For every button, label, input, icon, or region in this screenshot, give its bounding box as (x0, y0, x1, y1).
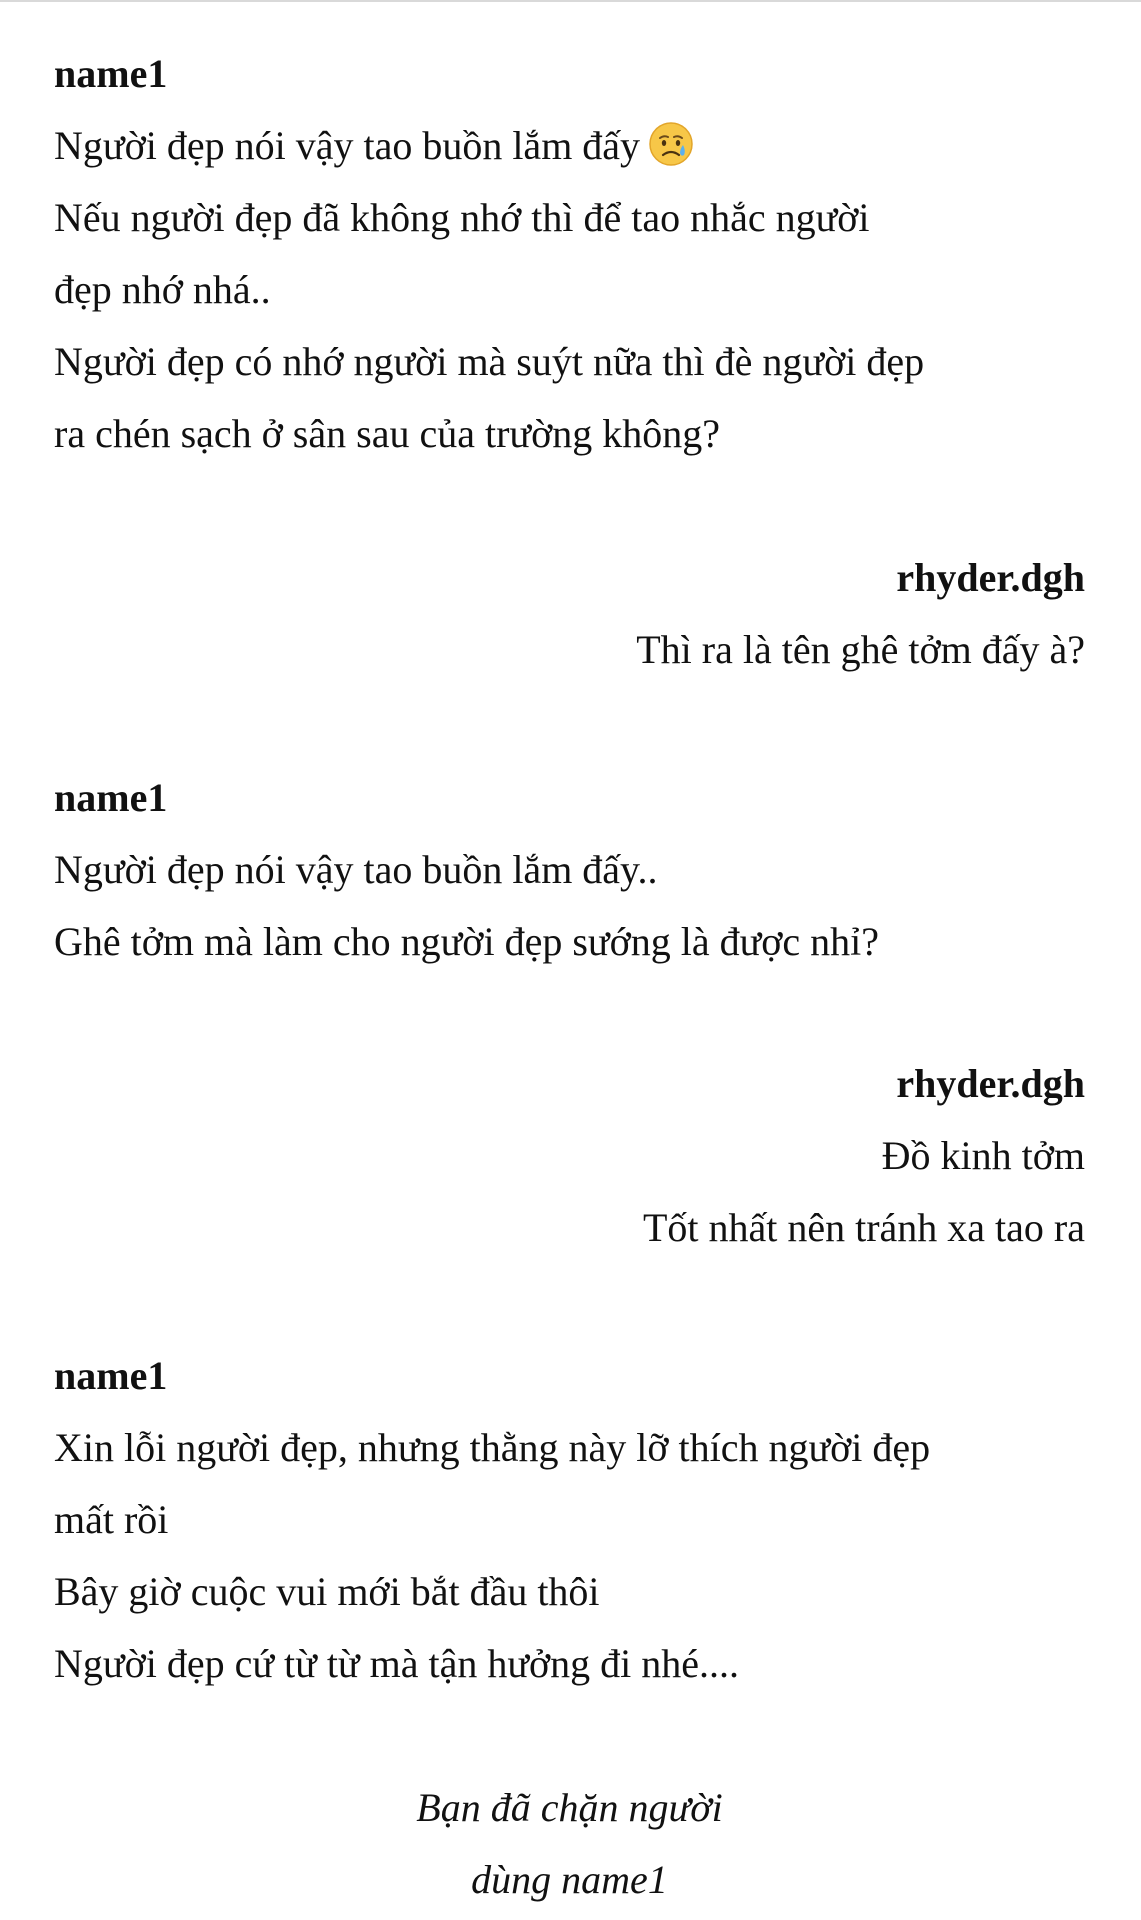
message-line: Ghê tởm mà làm cho người đẹp sướng là được nhỉ? (54, 919, 880, 964)
message-group-name1-1 (54, 38, 1085, 470)
message-line: ra chén sạch ở sân sau của trường không? (54, 411, 720, 456)
notice-line: dùng name1 (471, 1857, 668, 1902)
message-line: mất rồi (54, 1497, 169, 1542)
notice-line: Bạn đã chặn người (416, 1785, 723, 1830)
message-line (54, 110, 1085, 182)
message-line: Nếu người đẹp đã không nhớ thì để tao nhắc người (54, 195, 870, 240)
sender-name: name1 (54, 1353, 168, 1398)
message-line: Đồ kinh tởm (881, 1133, 1085, 1178)
message-group-rhyder-2 (54, 1048, 1085, 1264)
message-line: Thì ra là tên ghê tởm đấy à? (636, 627, 1085, 672)
sender-name: name1 (54, 51, 168, 96)
sad-but-relieved-face-emoji-icon (648, 121, 694, 167)
sender-name: rhyder.dgh (896, 1061, 1085, 1106)
message-line: Người đẹp có nhớ người mà suýt nữa thì đè người đẹp (54, 339, 925, 384)
message-text: Người đẹp nói vậy tao buồn lắm đấy (54, 123, 641, 168)
chat-transcript (54, 38, 1085, 1916)
blocked-user-notice (54, 1772, 1085, 1916)
top-divider (0, 0, 1141, 2)
sender-name: name1 (54, 775, 168, 820)
message-line: Người đẹp nói vậy tao buồn lắm đấy.. (54, 847, 658, 892)
message-line: Người đẹp cứ từ từ mà tận hưởng đi nhé.... (54, 1641, 740, 1686)
message-group-name1-3 (54, 1340, 1085, 1700)
message-line: Tốt nhất nên tránh xa tao ra (642, 1205, 1085, 1250)
message-group-rhyder-1 (54, 542, 1085, 686)
message-line: Bây giờ cuộc vui mới bắt đầu thôi (54, 1569, 600, 1614)
message-line: đẹp nhớ nhá.. (54, 267, 271, 312)
message-group-name1-2 (54, 762, 1085, 978)
sender-name: rhyder.dgh (896, 555, 1085, 600)
message-line: Xin lỗi người đẹp, nhưng thằng này lỡ thích người đẹp (54, 1425, 931, 1470)
